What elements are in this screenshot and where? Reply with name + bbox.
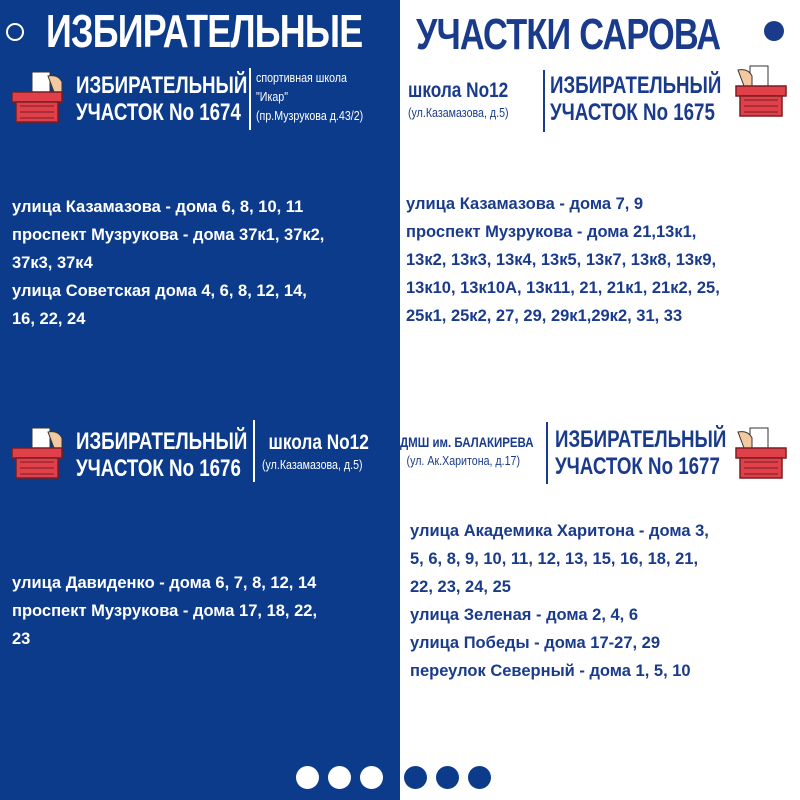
place-name: школа No12 — [408, 79, 509, 102]
address-line: 37к3, 37к4 — [12, 254, 93, 272]
address-line: проспект Музрукова - дома 17, 18, 22, — [12, 602, 318, 620]
pager-dot[interactable] — [296, 766, 319, 789]
ballot-box-icon — [10, 70, 66, 124]
precinct-label-line1: ИЗБИРАТЕЛЬНЫЙ — [76, 72, 248, 99]
address-line: улица Победы - дома 17-27, 29 — [410, 634, 661, 652]
precinct-1674-panel — [0, 0, 400, 400]
place-address: (ул. Ак.Харитона, д.17) — [406, 453, 521, 468]
precinct-number: УЧАСТОК No 1674 — [76, 99, 241, 126]
page-title-left: ИЗБИРАТЕЛЬНЫЕ — [46, 5, 363, 57]
address-line: улица Казамазова - дома 6, 8, 10, 11 — [12, 198, 304, 216]
address-line: 25к1, 25к2, 27, 29, 29к1,29к2, 31, 33 — [406, 307, 683, 325]
precinct-label — [76, 72, 247, 126]
place-name: ДМШ им. БАЛАКИРЕВА — [400, 434, 534, 450]
address-line: улица Академика Харитона - дома 3, — [410, 522, 709, 540]
ballot-box-icon — [10, 426, 66, 480]
place-name: школа No12 — [268, 431, 369, 454]
place-name-2: "Икар" — [256, 89, 288, 104]
pager-dot[interactable] — [360, 766, 383, 789]
pager-dot[interactable] — [328, 766, 351, 789]
polling-place — [400, 432, 534, 470]
page-title-right: УЧАСТКИ САРОВА — [416, 10, 721, 59]
pager-dot[interactable] — [404, 766, 427, 789]
precinct-label-line1: ИЗБИРАТЕЛЬНЫЙ — [555, 426, 727, 453]
precinct-label — [550, 72, 721, 126]
address-line: улица Советская дома 4, 6, 8, 12, 14, — [12, 282, 307, 300]
place-address: (ул.Казамазова, д.5) — [408, 105, 509, 120]
precinct-1675-panel — [400, 0, 800, 400]
address-line: переулок Северный - дома 1, 5, 10 — [410, 662, 691, 680]
pager-dot[interactable] — [436, 766, 459, 789]
precinct-label — [76, 428, 247, 482]
address-line: 16, 22, 24 — [12, 310, 86, 328]
address-list — [12, 193, 324, 333]
address-line: 13к10, 13к10А, 13к11, 21, 21к1, 21к2, 25, — [406, 279, 720, 297]
divider — [249, 68, 251, 130]
polling-place — [408, 78, 509, 122]
ballot-box-icon — [734, 426, 790, 480]
place-name: спортивная школа — [256, 70, 347, 85]
address-list — [406, 190, 720, 330]
precinct-label-line1: ИЗБИРАТЕЛЬНЫЙ — [76, 428, 248, 455]
polling-place — [256, 68, 363, 125]
precinct-label-line1: ИЗБИРАТЕЛЬНЫЙ — [550, 72, 722, 99]
address-list — [410, 517, 709, 685]
pager-dot[interactable] — [468, 766, 491, 789]
address-line: улица Казамазова - дома 7, 9 — [406, 195, 644, 213]
divider — [253, 420, 255, 482]
precinct-number: УЧАСТОК No 1675 — [550, 99, 715, 126]
address-list — [12, 569, 317, 653]
address-line: улица Давиденко - дома 6, 7, 8, 12, 14 — [12, 574, 317, 592]
address-line: 13к2, 13к3, 13к4, 13к5, 13к7, 13к8, 13к9, — [406, 251, 717, 269]
polling-place — [262, 430, 369, 474]
circle-outline-icon — [6, 23, 24, 41]
precinct-number: УЧАСТОК No 1677 — [555, 453, 720, 480]
divider — [543, 70, 545, 132]
divider — [546, 422, 548, 484]
precinct-1677-panel — [400, 400, 800, 800]
place-address: (ул.Казамазова, д.5) — [262, 457, 363, 472]
precinct-1676-panel — [0, 400, 400, 800]
ballot-box-icon — [734, 64, 790, 118]
address-line: улица Зеленая - дома 2, 4, 6 — [410, 606, 639, 624]
address-line: 23 — [12, 630, 31, 648]
address-line: 22, 23, 24, 25 — [410, 578, 511, 596]
circle-filled-icon — [764, 21, 784, 41]
precinct-label — [555, 426, 726, 480]
place-address: (пр.Музрукова д.43/2) — [256, 108, 364, 123]
precinct-number: УЧАСТОК No 1676 — [76, 455, 241, 482]
address-line: 5, 6, 8, 9, 10, 11, 12, 13, 15, 16, 18, 21, — [410, 550, 699, 568]
address-line: проспект Музрукова - дома 37к1, 37к2, — [12, 226, 325, 244]
address-line: проспект Музрукова - дома 21,13к1, — [406, 223, 697, 241]
